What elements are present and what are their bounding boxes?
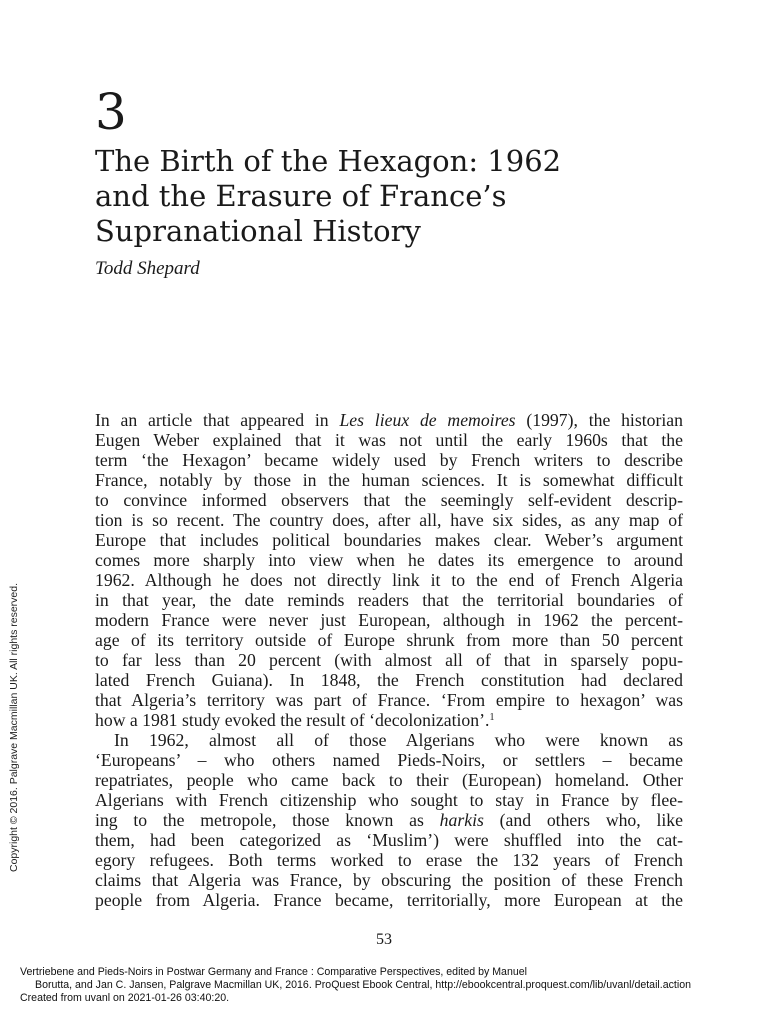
text-line: to far less than 20 percent (with almost all of that in sparsely popu- [95, 650, 683, 670]
body-text [95, 410, 683, 910]
text-line: Algerians with French citizenship who sought to stay in France by flee- [95, 790, 683, 810]
text-line [95, 710, 683, 730]
italic-term: harkis [439, 810, 484, 830]
footer-citation [20, 966, 768, 1005]
citation-line: Vertriebene and Pieds-Noirs in Postwar Germany and France : Comparative Perspectives, edited by Manuel [20, 966, 527, 978]
chapter-number: 3 [95, 83, 127, 141]
page-number: 53 [376, 931, 392, 948]
footnote-marker: 1 [489, 712, 495, 723]
text-line: modern France were never just European, although in 1962 the percent- [95, 610, 683, 630]
text-run: (and others who, like [483, 810, 683, 830]
text-line: age of its territory outside of Europe shrunk from more than 50 percent [95, 630, 683, 650]
chapter-title-line: and the Erasure of France’s [95, 179, 507, 213]
text-line: Eugen Weber explained that it was not until the early 1960s that the [95, 430, 683, 450]
text-line: In 1962, almost all of those Algerians who were known as [114, 730, 683, 750]
text-line: Europe that includes political boundaries makes clear. Weber’s argument [95, 530, 683, 550]
text-line [95, 410, 683, 430]
chapter-title [95, 144, 715, 249]
text-run: ing to the metropole, those known as [95, 810, 440, 830]
text-line: comes more sharply into view when he dates its emergence to around [95, 550, 683, 570]
text-line: them, had been categorized as ‘Muslim’) were shuffled into the cat- [95, 830, 683, 850]
citation-line: Borutta, and Jan C. Jansen, Palgrave Macmillan UK, 2016. ProQuest Ebook Central, http://ebookcentral.proquest.com/lib/uvanl/detail.action [35, 979, 691, 991]
text-line: 1962. Although he does not directly link it to the end of French Algeria [95, 570, 683, 590]
text-line [95, 810, 683, 830]
text-line: tion is so recent. The country does, after all, have six sides, as any map of [95, 510, 683, 530]
author-name: Todd Shepard [95, 258, 200, 279]
text-line: repatriates, people who came back to their (European) homeland. Other [95, 770, 683, 790]
text-line: claims that Algeria was France, by obscuring the position of these French [95, 870, 683, 890]
text-line: term ‘the Hexagon’ became widely used by French writers to describe [95, 450, 683, 470]
text-run: In an article that appeared in [95, 410, 340, 430]
text-line: people from Algeria. France became, territorially, more European at the [95, 890, 683, 910]
text-line: ‘Europeans’ – who others named Pieds-Noirs, or settlers – became [95, 750, 683, 770]
text-run: (1997), the historian [515, 410, 683, 430]
text-line: in that year, the date reminds readers that the territorial boundaries of [95, 590, 683, 610]
copyright-notice: Copyright © 2016. Palgrave Macmillan UK. All rights reserved. [8, 582, 20, 872]
text-line: that Algeria’s territory was part of France. ‘From empire to hexagon’ was [95, 690, 683, 710]
text-run: how a 1981 study evoked the result of ‘decolonization’. [95, 710, 490, 730]
text-line: France, notably by those in the human sciences. It is somewhat difficult [95, 470, 683, 490]
chapter-title-line: Supranational History [95, 214, 421, 248]
text-line: to convince informed observers that the seemingly self-evident descrip- [95, 490, 683, 510]
italic-title: Les lieux de memoires [339, 410, 516, 430]
text-line: lated French Guiana). In 1848, the French constitution had declared [95, 670, 683, 690]
text-line: egory refugees. Both terms worked to erase the 132 years of French [95, 850, 683, 870]
chapter-title-line: The Birth of the Hexagon: 1962 [95, 144, 562, 178]
citation-line: Created from uvanl on 2021-01-26 03:40:20. [20, 992, 230, 1004]
